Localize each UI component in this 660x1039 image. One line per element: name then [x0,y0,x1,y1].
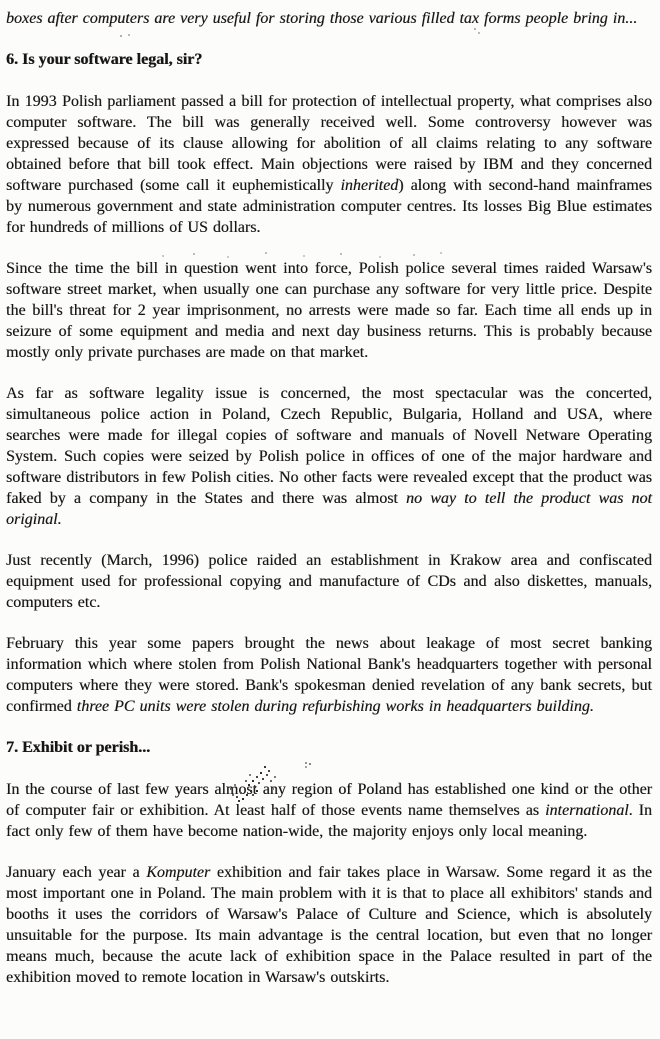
paragraph-text: In 1993 Polish parliament passed a bill for protection of intellectual property, what comprises also computer software. The bill was generally received well. Some controversy however was expressed because of its clause allowing for abolition of all claims relating to any software obtained before that bill took effect. Main objections were raised by IBM and they concerned software purchased (some call it euphemistically [6,93,652,194]
paragraph-text: . In fact only few of them have become nation-wide, the majority enjoys only local meaning. [6,802,653,840]
scan-noise-artifact [135,252,137,254]
italic-term-international: international [545,802,629,819]
paragraph-text: exhibition and fair takes place in Warsaw. Some regard it as the most important one in Poland. The main problem with it is that to place all exhibitors' stands and booths it uses the corridors of Warsaw's Palace of Culture and Science, which is absolutely unsuitable for the purpose. Its main advantage is the central location, but even that no longer means much, because the acute lack of exhibition space in the Palace resulted in part of the exhibition moved to remote location in Warsaw's outskirts. [6,864,652,986]
italic-phrase-stolen-pcs: three PC units were stolen during refurbishing works in headquarters building. [76,698,594,715]
scan-noise-artifact [112,34,114,36]
italic-phrase-not-original: no way to tell the product was not original. [6,490,652,528]
section-heading-software-legal: 6. Is your software legal, sir? [6,51,203,68]
paragraph-novell-action [6,383,652,530]
continued-paragraph: boxes after computers are very useful for storing those various filled tax forms people bring in... [6,10,638,27]
italic-term-inherited: inherited [340,177,399,194]
paragraph-text: January each year a [6,864,147,881]
paragraph-text: February this year some papers brought the news about leakage of most secret banking information which where stolen from Polish National Bank's headquarters together with personal computers where they were stored. Bank's spokesman denied revelation of any bank secrets, but confirmed [6,635,652,715]
paragraph-text: In the course of last few years almost any region of Poland has established one kind or the other of computer fair or exhibition. At least half of those events name themselves as [6,781,652,819]
paragraph-text: ) along with second-hand mainframes by numerous government and state administration computer centres. Its losses Big Blue estimates for hundreds of millions of US dollars. [6,177,652,236]
paragraph-street-market: Since the time the bill in question went into force, Polish police several times raided Warsaw's software street market, when usually one can purchase any software for very little price. Despite the bill's threat for 2 year imprisonment, no arrests were made so far. Each time all ends up in seizure of some equipment and media and next day business returns. This is probably because mostly only private purchases are made on that market. [6,260,652,361]
paragraph-komputer-exhibition [6,862,652,988]
section-heading-exhibit-or-perish: 7. Exhibit or perish... [6,739,151,756]
paragraph-computer-fairs [6,779,652,842]
paragraph-bank-leak [6,633,652,717]
ink-dots-artifact [301,762,303,764]
paragraph-text: As far as software legality issue is concerned, the most spectacular was the concerted, simultaneous police action in Poland, Czech Republic, Bulgaria, Holland and USA, where searches were made for illegal copies of software and manuals of Novell Netware Operating System. Such copies were seized by Polish police in offices of one of the major hardware and software distributors in few Polish cities. No other facts were revealed except that the product was faked by a company in the States and there was almost [6,385,652,507]
italic-term-komputer: Komputer [146,864,211,881]
paragraph-krakow-raid: Just recently (March, 1996) police raided an establishment in Krakow area and confiscated equipment used for professional copying and manufacture of CDs and also diskettes, manuals, computers etc. [6,552,652,611]
paragraph-1993-bill [6,91,652,238]
ink-smudge-artifact [230,760,232,762]
